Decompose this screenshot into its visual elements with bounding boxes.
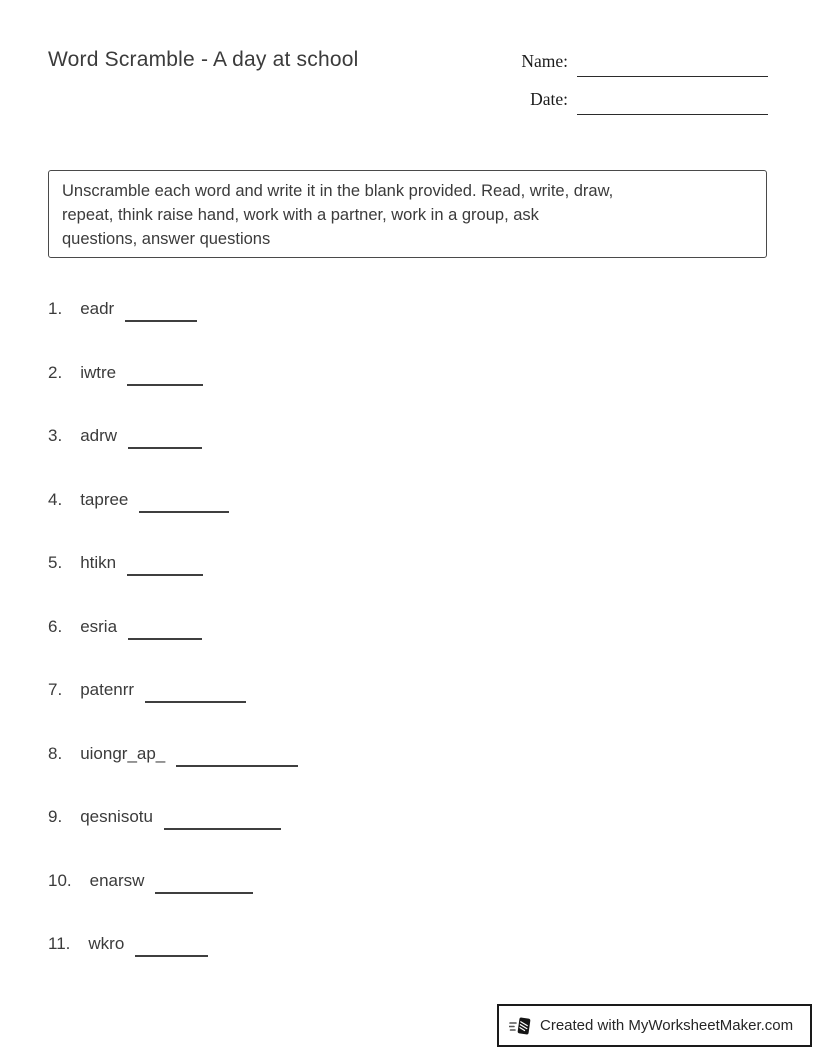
scramble-item [48,869,298,893]
item-number: 11. [48,934,71,953]
answer-blank-line[interactable] [127,551,203,576]
instructions-line-2: repeat, think raise hand, work with a partner, work in a group, ask [62,206,539,224]
scramble-item [48,742,298,766]
footer-credit-badge [497,1004,812,1047]
scramble-item [48,424,298,448]
answer-blank-line[interactable] [145,678,246,703]
answer-blank-line[interactable] [139,488,229,513]
scrambled-word: patenrr [80,680,135,699]
scramble-item [48,488,298,512]
name-date-block [521,50,768,126]
item-number: 10. [48,870,72,890]
scramble-item [48,551,298,575]
item-number: 2. [48,362,63,382]
flying-worksheet-icon [509,1014,533,1038]
scrambled-word: wkro [88,934,125,953]
scramble-list [48,297,298,996]
item-number: 8. [48,743,63,763]
name-label: Name: [521,51,568,71]
date-field-row [521,88,768,115]
name-field-row [521,50,768,77]
instructions-line-1: Unscramble each word and write it in the blank provided. Read, write, draw, [62,182,614,200]
scrambled-word: iwtre [80,362,117,382]
answer-blank-line[interactable] [128,615,202,640]
scramble-item [48,361,298,385]
scramble-item [48,297,298,321]
answer-blank-line[interactable] [164,805,281,830]
scrambled-word: adrw [80,426,118,445]
scramble-item [48,805,298,829]
scrambled-word: qesnisotu [80,807,153,826]
item-number: 6. [48,616,63,636]
page-title: Word Scramble - A day at school [48,48,359,71]
item-number: 1. [48,299,63,318]
footer-credit-text: Created with MyWorksheetMaker.com [540,1017,794,1034]
answer-blank-line[interactable] [155,869,253,894]
answer-blank-line[interactable] [127,361,203,386]
answer-blank-line[interactable] [135,932,208,957]
scrambled-word: eadr [80,299,115,318]
answer-blank-line[interactable] [128,424,202,449]
scrambled-word: uiongr_ap_ [80,743,166,763]
item-number: 4. [48,489,63,509]
item-number: 9. [48,807,63,826]
date-label: Date: [530,89,568,109]
item-number: 7. [48,680,63,699]
scrambled-word: tapree [80,489,129,509]
instructions-line-3: questions, answer questions [62,230,271,248]
name-blank-line[interactable] [577,49,768,77]
scrambled-word: esria [80,616,118,636]
answer-blank-line[interactable] [176,742,298,767]
date-blank-line[interactable] [577,87,768,115]
instructions-box [48,170,767,258]
scrambled-word: htikn [80,553,117,572]
answer-blank-line[interactable] [125,297,197,322]
item-number: 3. [48,426,63,445]
item-number: 5. [48,553,63,572]
scramble-item [48,678,298,702]
scramble-item [48,615,298,639]
scramble-item [48,932,298,956]
scrambled-word: enarsw [89,870,145,890]
